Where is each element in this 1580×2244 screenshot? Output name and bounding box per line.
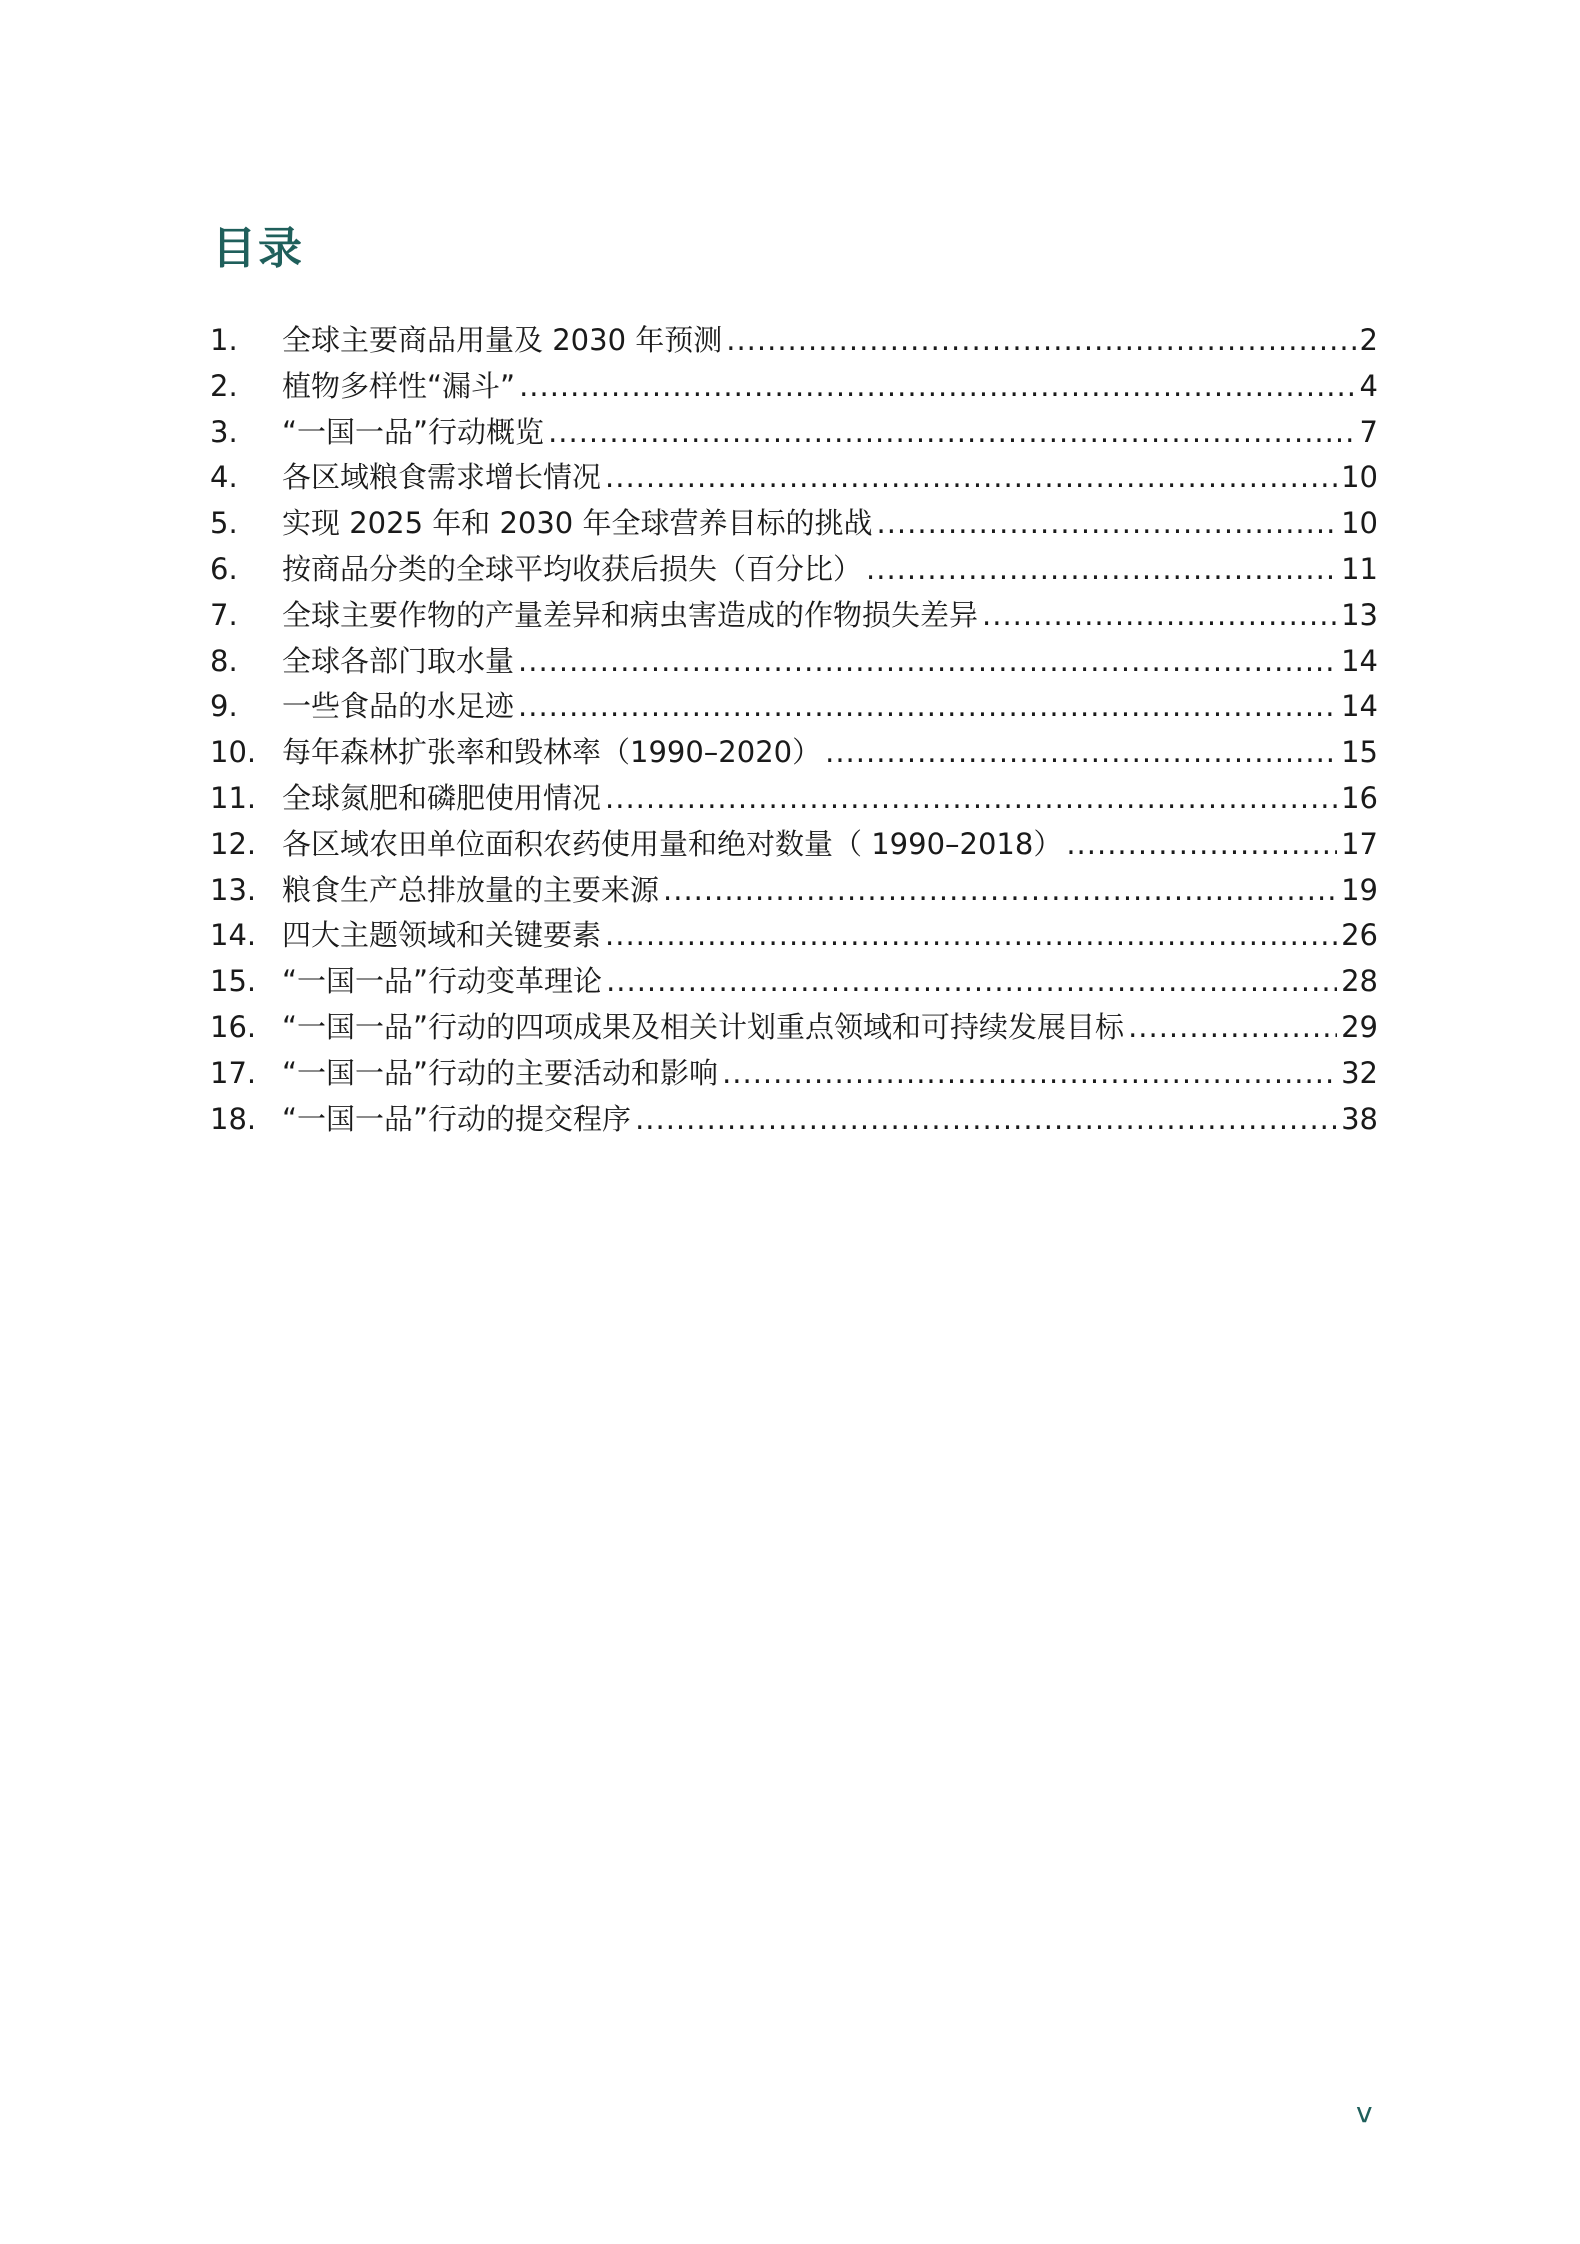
table-of-contents <box>210 318 1378 1142</box>
toc-dot-leader <box>663 868 1337 914</box>
toc-entry-page: 17 <box>1341 826 1378 861</box>
toc-entry[interactable] <box>210 776 1378 822</box>
toc-entry-title: 全球氮肥和磷肥使用情况 <box>282 780 602 815</box>
toc-entry[interactable] <box>210 868 1378 914</box>
toc-entry-title: 粮食生产总排放量的主要来源 <box>282 872 660 907</box>
toc-entry[interactable] <box>210 455 1378 501</box>
toc-entry[interactable] <box>210 1097 1378 1143</box>
toc-entry[interactable] <box>210 822 1378 868</box>
toc-entry-page: 16 <box>1341 780 1378 815</box>
toc-entry-number: 4. <box>210 460 238 495</box>
toc-entry-number: 15. <box>210 964 257 999</box>
toc-entry-number: 7. <box>210 597 238 632</box>
toc-dot-leader <box>982 593 1337 639</box>
toc-dot-leader <box>726 318 1355 364</box>
toc-entry-title: 各区域粮食需求增长情况 <box>282 460 602 495</box>
toc-entry-title: 植物多样性“漏斗” <box>282 368 516 403</box>
toc-dot-leader <box>825 730 1337 776</box>
toc-entry-title: “一国一品”行动的四项成果及相关计划重点领域和可持续发展目标 <box>282 1009 1125 1044</box>
toc-entry-page: 11 <box>1341 551 1378 586</box>
toc-entry[interactable] <box>210 639 1378 685</box>
toc-entry-page: 38 <box>1341 1101 1378 1136</box>
toc-dot-leader <box>1066 822 1337 868</box>
page-number: v <box>1356 2096 1373 2129</box>
toc-dot-leader <box>722 1051 1337 1097</box>
toc-entry-page: 29 <box>1341 1009 1378 1044</box>
toc-dot-leader <box>876 501 1337 547</box>
toc-entry-number: 14. <box>210 918 257 953</box>
toc-entry-number: 6. <box>210 551 238 586</box>
toc-entry[interactable] <box>210 547 1378 593</box>
toc-entry[interactable] <box>210 1005 1378 1051</box>
toc-entry-title: 四大主题领域和关键要素 <box>282 918 602 953</box>
toc-entry-number: 11. <box>210 780 257 815</box>
toc-entry-number: 17. <box>210 1055 257 1090</box>
toc-dot-leader <box>1128 1005 1337 1051</box>
toc-entry-number: 18. <box>210 1101 257 1136</box>
toc-entry-number: 12. <box>210 826 257 861</box>
toc-entry-title: 按商品分类的全球平均收获后损失（百分比） <box>282 551 863 586</box>
toc-entry-number: 3. <box>210 414 238 449</box>
toc-entry-page: 14 <box>1341 643 1378 678</box>
toc-entry-page: 7 <box>1359 414 1378 449</box>
toc-dot-leader <box>518 639 1337 685</box>
toc-dot-leader <box>518 684 1337 730</box>
toc-entry-page: 14 <box>1341 689 1378 724</box>
toc-entry[interactable] <box>210 593 1378 639</box>
toc-entry-title: “一国一品”行动的主要活动和影响 <box>282 1055 719 1090</box>
toc-entry-title: 各区域农田单位面积农药使用量和绝对数量（ 1990–2018） <box>282 826 1063 861</box>
toc-entry-page: 28 <box>1341 964 1378 999</box>
toc-entry[interactable] <box>210 318 1378 364</box>
toc-entry-number: 10. <box>210 735 257 770</box>
toc-entry[interactable] <box>210 364 1378 410</box>
toc-entry-page: 10 <box>1341 506 1378 541</box>
toc-entry[interactable] <box>210 1051 1378 1097</box>
toc-entry[interactable] <box>210 959 1378 1005</box>
toc-entry-page: 10 <box>1341 460 1378 495</box>
toc-entry-page: 15 <box>1341 735 1378 770</box>
toc-entry-title: 全球主要作物的产量差异和病虫害造成的作物损失差异 <box>282 597 979 632</box>
toc-entry-title: 每年森林扩张率和毁林率（1990–2020） <box>282 735 822 770</box>
toc-entry[interactable] <box>210 410 1378 456</box>
toc-entry[interactable] <box>210 501 1378 547</box>
toc-dot-leader <box>606 959 1337 1005</box>
toc-entry-title: 全球各部门取水量 <box>282 643 515 678</box>
toc-entry[interactable] <box>210 730 1378 776</box>
toc-entry-title: “一国一品”行动变革理论 <box>282 964 603 999</box>
toc-entry-number: 2. <box>210 368 238 403</box>
toc-entry-page: 2 <box>1359 323 1378 357</box>
page-title: 目录 <box>212 223 304 274</box>
toc-entry-number: 9. <box>210 689 238 724</box>
toc-entry-number: 1. <box>210 323 238 357</box>
toc-entry-page: 13 <box>1341 597 1378 632</box>
toc-entry[interactable] <box>210 913 1378 959</box>
toc-entry-page: 19 <box>1341 872 1378 907</box>
toc-entry-title: “一国一品”行动的提交程序 <box>282 1101 632 1136</box>
toc-entry-title: 实现 2025 年和 2030 年全球营养目标的挑战 <box>282 506 873 541</box>
toc-dot-leader <box>548 410 1355 456</box>
toc-entry-number: 8. <box>210 643 238 678</box>
toc-dot-leader <box>519 364 1355 410</box>
toc-entry-number: 5. <box>210 506 238 541</box>
toc-dot-leader <box>605 913 1337 959</box>
toc-entry-number: 16. <box>210 1009 257 1044</box>
toc-entry-title: 一些食品的水足迹 <box>282 689 515 724</box>
toc-entry-page: 26 <box>1341 918 1378 953</box>
toc-entry-page: 32 <box>1341 1055 1378 1090</box>
toc-dot-leader <box>866 547 1337 593</box>
toc-entry-title: “一国一品”行动概览 <box>282 414 545 449</box>
toc-entry[interactable] <box>210 684 1378 730</box>
toc-entry-page: 4 <box>1359 368 1378 403</box>
toc-dot-leader <box>605 776 1337 822</box>
toc-dot-leader <box>605 455 1337 501</box>
toc-entry-number: 13. <box>210 872 257 907</box>
toc-entry-title: 全球主要商品用量及 2030 年预测 <box>282 323 723 357</box>
toc-dot-leader <box>635 1097 1337 1143</box>
